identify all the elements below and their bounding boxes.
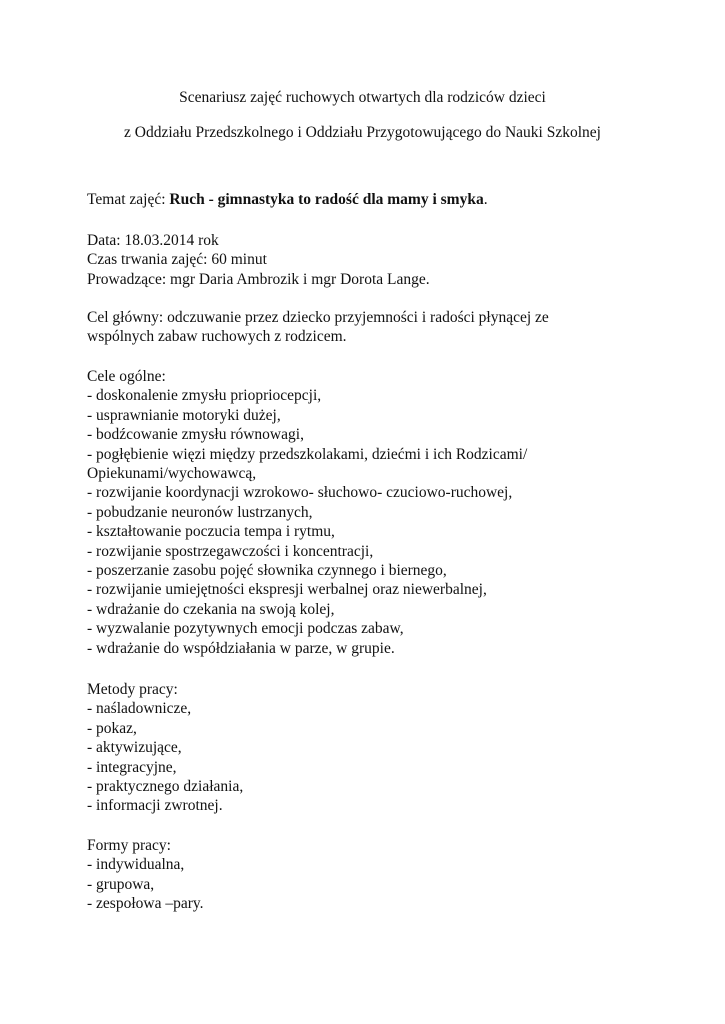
list-item: - bodźcowanie zmysłu równowagi, [87, 426, 304, 444]
methods-section [87, 680, 647, 816]
topic-end: . [483, 191, 488, 208]
forms-section [87, 836, 647, 914]
list-item: - pokaz, [87, 719, 137, 737]
topic-value: Ruch - gimnastyka to radość dla mamy i smyka [169, 191, 484, 208]
list-item: - wdrażanie do współdziałania w parze, w grupie. [87, 639, 395, 657]
main-goal-line-2: wspólnych zabaw ruchowych z rodzicem. [87, 328, 347, 346]
topic-label: Temat zajęć: [87, 191, 170, 208]
list-item: - grupowa, [87, 875, 155, 893]
general-goals-section [87, 367, 647, 658]
list-item: - indywidualna, [87, 856, 185, 874]
list-item: - zespołowa –pary. [87, 895, 204, 913]
forms-heading: Formy pracy: [87, 837, 171, 854]
list-item: - informacji zwrotnej. [87, 797, 223, 815]
date-line: Data: 18.03.2014 rok [87, 232, 219, 249]
document-title-line-2: z Oddziału Przedszkolnego i Oddziału Przygotowującego do Nauki Szkolnej [124, 124, 601, 141]
list-item: - rozwijanie umiejętności ekspresji werbalnej oraz niewerbalnej, [87, 581, 487, 599]
list-item: - doskonalenie zmysłu priopriocepcji, [87, 387, 322, 405]
leaders-line: Prowadzące: mgr Daria Ambrozik i mgr Dorota Lange. [87, 270, 430, 288]
info-section [87, 231, 647, 289]
list-item: - pogłębienie więzi między przedszkolakami, dziećmi i ich Rodzicami/ [87, 445, 528, 463]
duration-line: Czas trwania zajęć: 60 minut [87, 251, 267, 269]
list-item: - usprawnianie motoryki dużej, [87, 406, 281, 424]
list-item: Opiekunami/wychowawcą, [87, 465, 257, 483]
list-item: - aktywizujące, [87, 739, 182, 757]
list-item: - poszerzanie zasobu pojęć słownika czynnego i biernego, [87, 562, 447, 580]
list-item: - naśladownicze, [87, 700, 192, 718]
list-item: - praktycznego działania, [87, 778, 244, 796]
list-item: - rozwijanie spostrzegawczości i koncentracji, [87, 542, 374, 560]
general-goals-heading: Cele ogólne: [87, 368, 166, 385]
list-item: - wdrażanie do czekania na swoją kolej, [87, 600, 335, 618]
topic-paragraph [87, 190, 647, 209]
main-goal-line-1: Cel główny: odczuwanie przez dziecko przyjemności i radości płynącej ze [87, 309, 549, 326]
main-goal-section [87, 308, 647, 347]
list-item: - pobudzanie neuronów lustrzanych, [87, 503, 313, 521]
methods-heading: Metody pracy: [87, 681, 178, 698]
list-item: - kształtowanie poczucia tempa i rytmu, [87, 523, 335, 541]
list-item: - integracyjne, [87, 758, 177, 776]
document-title-line-1: Scenariusz zajęć ruchowych otwartych dla rodziców dzieci [179, 89, 546, 106]
list-item: - wyzwalanie pozytywnych emocji podczas zabaw, [87, 620, 404, 638]
list-item: - rozwijanie koordynacji wzrokowo- słuchowo- czuciowo-ruchowej, [87, 484, 513, 502]
